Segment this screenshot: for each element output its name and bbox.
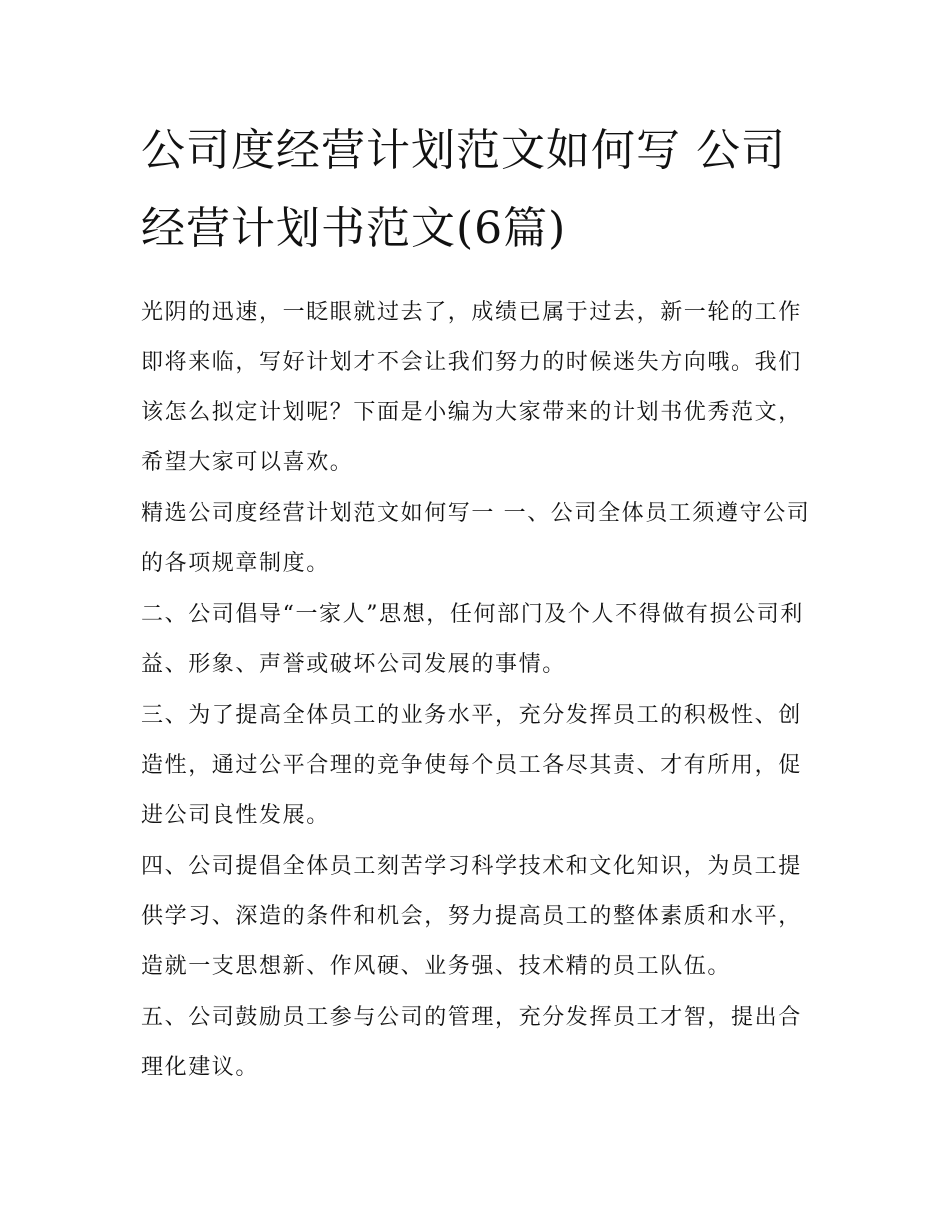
paragraph-intro: 光阴的迅速，一眨眼就过去了，成绩已属于过去，新一轮的工作即将来临，写好计划才不会让我们努力的时候迷失方向哦。我们该怎么拟定计划呢？下面是小编为大家带来的计划书优秀范文，希望大家可以喜欢。	[141, 300, 802, 475]
document-body	[141, 288, 821, 1093]
paragraph-rule-1: 精选公司度经营计划范文如何写一 一、公司全体员工须遵守公司的各项规章制度。	[141, 501, 811, 576]
paragraph-rule-5: 五、公司鼓励员工参与公司的管理，充分发挥员工才智，提出合理化建议。	[141, 1005, 802, 1080]
document-page	[141, 112, 821, 1094]
paragraph-rule-3: 三、为了提高全体员工的业务水平，充分发挥员工的积极性、创造性，通过公平合理的竞争使每个员工各尽其责、才有所用，促进公司良性发展。	[141, 703, 802, 828]
document-title: 公司度经营计划范文如何写 公司经营计划书范文(6篇)	[141, 125, 786, 254]
paragraph-rule-2: 二、公司倡导“一家人”思想，任何部门及个人不得做有损公司利益、形象、声誉或破坏公司发展的事情。	[141, 602, 804, 677]
paragraph-rule-4: 四、公司提倡全体员工刻苦学习科学技术和文化知识，为员工提供学习、深造的条件和机会，努力提高员工的整体素质和水平，造就一支思想新、作风硬、业务强、技术精的员工队伍。	[141, 854, 802, 979]
